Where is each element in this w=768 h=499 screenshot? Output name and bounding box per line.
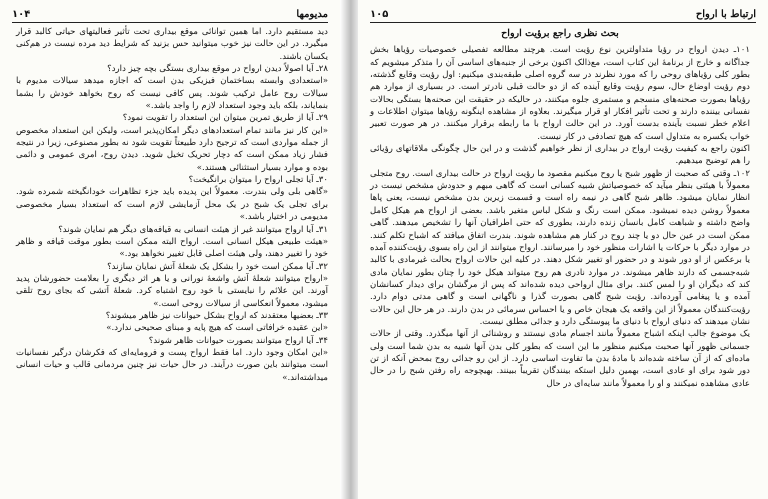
paragraph: «ارواح میتوانند شعلهٔ آتش واشعهٔ نورانی و یا هر اثر دیگری را بعلامت حضورشان پدید آورند. این علائم را نبایستی با خود روح اشتباه کرد. شعلهٔ آتشی که بجای روح تلقی میشود، معمولاً انعکاسی از سیالات روحی است.» [16, 273, 328, 309]
paragraph: «این امکان وجود دارد. اما فقط ارواح پست و فرومایه‌ای که فکرشان درگیر نفسانیات است میتوانند باین صورت درآیند. در حال حیات نیز چنین مردمانی قالب و حیات انسانی میداشته‌اند.» [16, 347, 328, 383]
paragraph: «هیئت طبیعی هیکل انسانی است. ارواح البته ممکن است بطور موقت قیافه و ظاهر خود را تغییر دهند، ولی هیئت اصلی قابل تغییر نخواهد بود.» [16, 236, 328, 260]
paragraph: «استعدادی وابسته بساختمان فیزیکی بدن است که اجازه میدهد سیالات مدیوم با سیالات روح عامل ترکیب شوند. پس کافی نیست که روح بخواهد خودش را بشما بنمایاند، بلکه باید وجود استعداد لازم را واجد باشد.» [16, 76, 328, 112]
page-number: ۱۰۵ [370, 9, 389, 20]
running-title: مدیومها [296, 9, 328, 20]
paragraph: «گاهی بلی ولی بندرت. معمولاً این پدیده باید جزء تظاهرات خودانگیخته شمرده شود. برای تجلی یک شبح در یک محل آزمایشی لازم است که استعداد بسیار مخصوصی مدیومی در اختیار باشد.» [16, 187, 328, 223]
paragraph: ۱۰۲ـ وقتی که صحبت از ظهور شبح یا روح میکنیم مقصود ما رؤیت ارواح در حالت بیداری است. روح متجلی معمولاً با هیئتی بنظر میآید که خصوصیاتش شبیه کسانی است که گاهی مبهم و حدودش مشخص نیست در انظار نمایان میشود. ظاهر شبح گاهی در نیمه راه است و قسمت زیرین بدن مشخص نیست، یعنی پاها معمولاً روشن دیده نمیشود. ممکن است رنگ و شکل لباس متغیر باشد. بعضی از ارواح هم هیکل کامل واضح داشته و شباهت کامل بانسان زنده دارند، بطوری که حتی اطرافیان آنها را تشخیص میدهند. گاهی ممکن است در عین حال دو یا چند روح در کنار هم مشاهده شوند. بندرت اتفاق میافتد که اشباح تکلم کنند. در موارد دیگر با حرکات یا اشارات منظور خود را میرسانند. ارواح میتوانند از این راه بسوی رؤیت‌کننده آمده یا برعکس از او دور شوند و در حضور او تغییر شکل دهند. در کلیه این حالات ارواح بحالت غیرمادی با کالبد شبه‌جسمی که دارند ظاهر میشوند. در موارد نادری هم روح میتواند هیکل خود را چنان بطور نمایان مادی کند که دیگران او را لمس کنند. برای مثال ارواحی دیده شده‌اند که پس از مرگشان برای دیدار کسانشان آمده و یا پیغامی آورده‌اند. رؤیت شبح گاهی بصورت گذرا و ناگهانی است و گاهی مدتی دوام دارد. رؤیت‌کنندگان معمولاً از این واقعه یک هیجان خاص و یا احساس سرمائی در بدن دارند. در هر حال این حالات نشان میدهند که دنیای ارواح با دنیای ما پیوستگی دارد و جدائی مطلق نیست. [370, 168, 750, 327]
paragraph: ۳۰ـ آیا تجلی ارواح را میتوان برانگیخت؟ [188, 175, 328, 186]
paragraph: ۱۰۱ـ دیدن ارواح در رؤیا متداولترین نوع رؤیت است. هرچند مطالعه تفصیلی خصوصیات رؤیاها بخش جداگانه و خارج از برنامهٔ این کتاب است، مع‌ذالک اکنون برخی از جنبه‌های اساسی آن را متذکر میشویم که بطور کلی رؤیاهای روحی را که مورد نظرند در سه گروه اصلی طبقه‌بندی میکنیم: اول رؤیت وقایع گذشته، دوم رؤیت اوضاع حال، سوم رؤیت وقایع آینده که از دو حالت قبلی نادرتر است. در بسیاری از موارد هم رؤیاها بصورت صحنه‌های منسجم و مستمری جلوه میکنند، در حالیکه در حقیقت این صحنه‌ها بستگی بحالات نفسانی بیننده دارند و تحت تأثیر افکار او قرار میگیرند. بعلاوه از مشاهده اینگونه رؤیاها میتوان اطلاعات و اعلام خطر نسبت بآینده بدست آورد. در این حالت ارواح با ما رابطه برقرار میکنند. در هر صورت تعبیر خواب یکسره به متداول است که هیچ تصادفی در کار نیست. [370, 45, 750, 142]
paragraph: اکنون راجع به کیفیت رؤیت ارواح در بیداری از نظر خواهیم گذشت و در این حال چگونگی ملاقاتهای رؤیائی را هم توضیح میدهیم. [370, 144, 750, 167]
paragraph: ۲۸ـ آیا اصولاً دیدن ارواح در موقع بیداری بستگی بچه چیز دارد؟ [107, 64, 328, 75]
paragraph: ۲۹ـ آیا از طریق تمرین میتوان این استعداد را تقویت نمود؟ [122, 113, 328, 124]
right-page-body [370, 26, 750, 495]
left-page [0, 0, 340, 499]
paragraph: «این عقیده خرافاتی است که هیچ پایه و مبنای صحیحی ندارد.» [106, 323, 328, 334]
paragraph: دید مستقیم دارد. اما همین توانائی موقع بیداری تحت تأثیر فعالیتهای حیاتی کالبد قرار میگیرد. در این حالت نیز خوب میتوانید حس بزنید که شرایط دید مرده نیست در هم‌کنی یکسان باشند. [16, 27, 328, 62]
paragraph: ۳۴ـ آیا ارواح میتوانند بصورت حیوانات ظاهر شوند؟ [148, 335, 328, 346]
section-heading: بحث نظری راجع برؤیت ارواح [501, 28, 619, 39]
left-page-body [16, 26, 328, 495]
paragraph: یک موضوع جالب اینکه اشباح معمولاً مانند اجسام مادی نیستند و روشنائی از آنها میگذرد. وقتی از حالات جسمانی ظهور آنها صحبت میکنیم منظور ما این است که بطور کلی بدن آنها شبیه به بدن شما است ولی ماده‌ای که از آن ساخته شده‌اند با مادهٔ بدن ما تفاوت اساسی دارد. از این رو جدائی روح بمحض آنکه از تن دور شود برای او عادی است، بهمین دلیل استکه بینندگان تقریباً ببینند. بهیچوجه راه رفتن شبح را در حال عادی مشاهده نمیکنند و او را معمولاً مانند سایه‌ای در حال [370, 329, 750, 389]
paragraph: ۳۲ـ آیا ممکن است خود را بشکل یک شعلهٔ آتش نمایان سازند؟ [107, 261, 328, 272]
book-gutter [340, 0, 358, 499]
paragraph: ۳۱ـ آیا ارواح میتوانند غیر از هیئت انسانی به قیافه‌های دیگر هم نمایان شوند؟ [58, 224, 328, 235]
paragraph: «این کار نیز مانند تمام استعدادهای دیگر امکان‌پذیر است، ولیکن این استعداد مخصوص از جمله مواردی است که ترجیح دارد طبیعتاً تقویت شود نه بطور مصنوعی، زیرا در نتیجه فشار زیاد ممکن است که دچار تحریک تخیل شوید. دیدن روح، امری عمومی و دائمی بوده و موارد بسیار استثنائی هستند.» [16, 125, 328, 173]
page-number: ۱۰۴ [12, 9, 31, 20]
left-page-header [12, 4, 328, 23]
running-title: ارتباط با ارواح [695, 9, 756, 20]
right-page-header [370, 4, 756, 23]
paragraph: ۳۳ـ بعضیها معتقدند که ارواح بشکل حیوانات نیز ظاهر میشوند؟ [105, 310, 328, 321]
right-page [358, 0, 768, 499]
